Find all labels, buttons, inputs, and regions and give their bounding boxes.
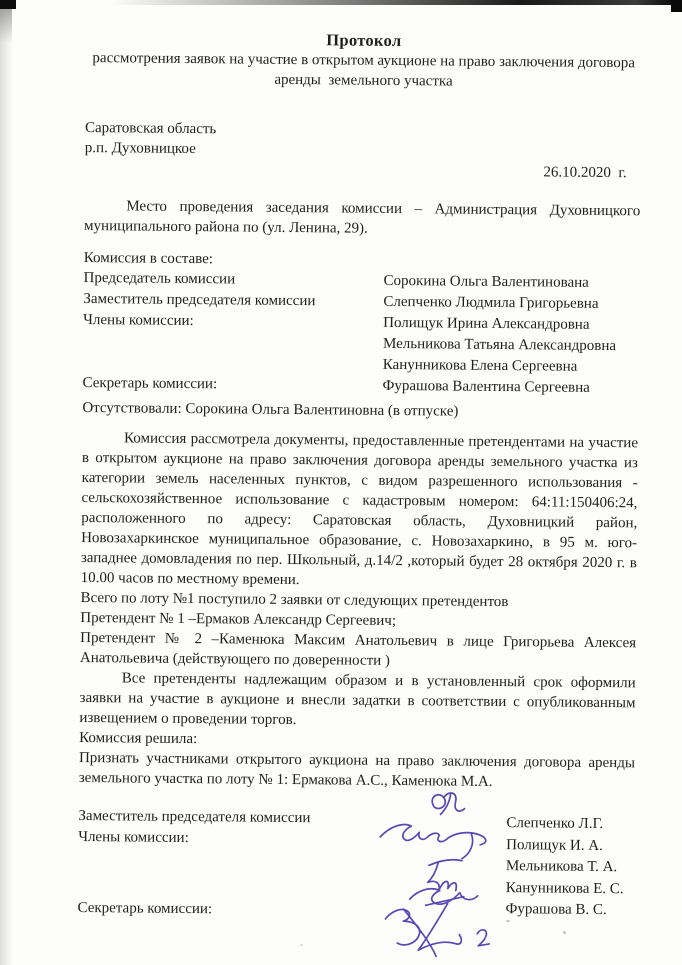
signature-name: Полищук И. А. bbox=[506, 836, 603, 854]
committee-member-name: Канунникова Елена Сергеевна bbox=[382, 356, 578, 375]
signature-name: Фурашова В. С. bbox=[505, 901, 607, 919]
applicant-line-1: Претендент № 1 –Ермаков Александр Сергеевич; bbox=[80, 609, 397, 630]
signature-block bbox=[77, 806, 634, 961]
committee-member-name: Полищук Ирина Александровна bbox=[383, 314, 590, 333]
body-paragraph-2: Все претенденты надлежащим образом и в установленный срок оформили заявки на участие в аукционе и внесли задатки в соответствии с опубликованным извещением о проведении торгов. bbox=[79, 670, 636, 729]
signature-name: Мельникова Т. А. bbox=[505, 858, 618, 876]
signature-name: Слепченко Л.Г. bbox=[506, 815, 604, 833]
signature-stroke-6 bbox=[477, 930, 489, 946]
scan-edge-shadow bbox=[0, 0, 13, 965]
date-line: 26.10.2020 г. bbox=[543, 164, 627, 182]
place-date-block bbox=[85, 118, 642, 183]
venue-paragraph: Место проведения заседания комиссии – Администрация Духовницкого муниципального района по (ул. Ленина, 29). bbox=[84, 198, 641, 237]
page-title: Протокол bbox=[326, 30, 402, 51]
signature-names-column bbox=[505, 813, 624, 922]
subtitle-line: рассмотрения заявок на участие в открытом аукционе на право заключения договора bbox=[92, 50, 636, 72]
committee-role: Секретарь комиссии: bbox=[82, 374, 218, 393]
signature-stroke-3 bbox=[428, 860, 462, 891]
signature-name: Канунникова Е. С. bbox=[505, 879, 624, 897]
subtitle-line: аренды земельного участка bbox=[274, 71, 453, 90]
scan-corner-mark-top-right bbox=[671, 0, 682, 12]
committee-role: Председатель комиссии bbox=[83, 269, 236, 288]
document-content bbox=[77, 28, 642, 961]
applicant-line-2: Претендент № 2 –Каменюка Максим Анатольевич в лице Григорьева Алексея Анатольевича (действующего по доверенности ) bbox=[79, 629, 637, 669]
committee-role: Заместитель председателя комиссии bbox=[83, 290, 316, 310]
lot-summary-line: Всего по лоту №1 поступило 2 заявки от следующих претендентов bbox=[80, 589, 509, 611]
committee-role bbox=[83, 352, 383, 376]
scan-top-strip bbox=[110, 0, 682, 5]
committee-role: Члены комиссии: bbox=[83, 311, 194, 330]
scan-corner-mark-top-left bbox=[0, 0, 16, 9]
signature-stroke-2 bbox=[380, 824, 486, 859]
handwritten-signatures-ink bbox=[373, 787, 507, 958]
signature-stroke-1 bbox=[432, 793, 465, 815]
signature-stroke-4 bbox=[410, 889, 478, 906]
settlement-line: р.п. Духовницкое bbox=[84, 139, 196, 158]
signature-strokes bbox=[379, 792, 491, 957]
signature-stroke-5 bbox=[385, 903, 462, 957]
committee-role bbox=[83, 331, 383, 355]
committee-member-name: Сорокина Ольга Валентинована bbox=[383, 272, 589, 291]
body-paragraph-1: Комиссия рассмотрела документы, предоставленные претендентами на участие в открытом аукционе на право заключения договора аренды земельного участка из категории земель населенных пунктов, с видом разрешенного использования - сельскохозяйственное использование с кадастровым номером: 64:11:150406:24, расположенного по адресу: Саратовская область, Духовницкий район, Новозахаркинское муниципальное образование, с. Новозахаркино, в 95 м. юго-западнее домовладения по пер. Школьный, д.14/2 ,который будет 28 октября 2020 г. в 10.00 часов по местному времени. bbox=[80, 430, 639, 589]
absent-line: Отсутствовали: Сорокина Ольга Валентиновна (в отпуске) bbox=[82, 399, 459, 420]
committee-member-name: Фурашова Валентина Сергеевна bbox=[382, 377, 590, 396]
scan-corner-strip-top-left bbox=[0, 9, 12, 43]
decision-intro: Комиссия решила: bbox=[79, 729, 198, 748]
committee-member-name: Мельникова Татьяна Александровна bbox=[382, 335, 617, 355]
signature-role-deputy: Заместитель председателя комиссии bbox=[78, 807, 311, 827]
region-line: Саратовская область bbox=[84, 119, 217, 138]
committee-table bbox=[82, 268, 639, 399]
decision-line: Признать участниками открытого аукциона на право заключения договора аренды земельного участка по лоту № 1: Ермакова А.С., Каменюка М.А. bbox=[78, 749, 636, 790]
committee-intro: Комиссия в составе: bbox=[83, 249, 214, 268]
committee-member-name: Слепченко Людмила Григорьевна bbox=[383, 293, 599, 312]
signature-role-members: Члены комиссии: bbox=[78, 828, 189, 847]
signature-role-secretary: Секретарь комиссии: bbox=[77, 899, 213, 918]
committee-row bbox=[82, 373, 638, 399]
